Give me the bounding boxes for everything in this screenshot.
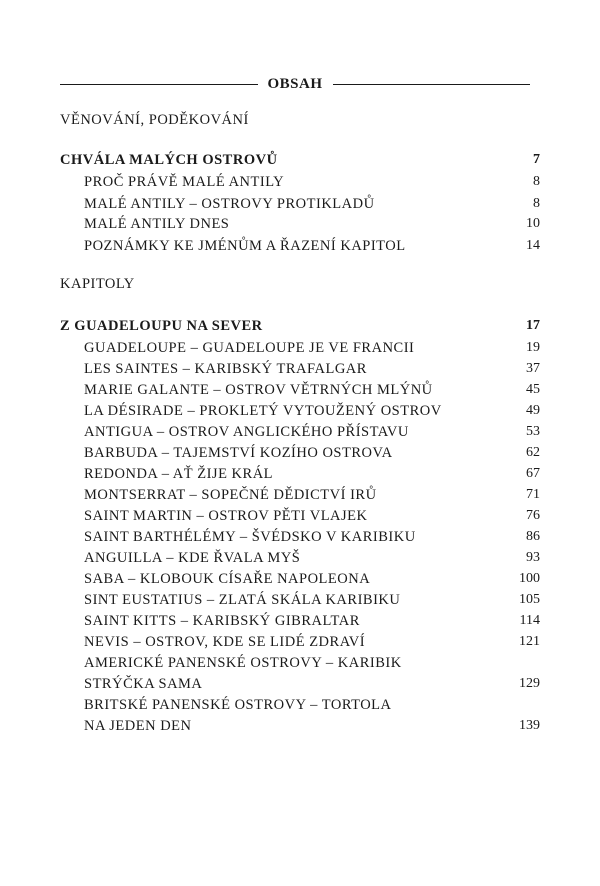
entry-title: MALÉ ANTILY – OSTROVY PROTIKLADŮ: [84, 196, 375, 212]
toc-entry: [60, 424, 540, 444]
page-number: 114: [519, 613, 540, 628]
page-number: 10: [526, 216, 540, 231]
toc-entry: [60, 592, 540, 612]
toc-entry: [60, 382, 540, 402]
page-number: 17: [526, 318, 540, 333]
toc-entry: [60, 403, 540, 423]
section-entry-part2: [60, 318, 540, 338]
page-number: 139: [519, 718, 540, 733]
entry-title: SAINT KITTS – KARIBSKÝ GIBRALTAR: [84, 613, 360, 629]
toc-entry: [60, 508, 540, 528]
toc-heading: OBSAH: [267, 75, 323, 92]
entry-title: REDONDA – AŤ ŽIJE KRÁL: [84, 466, 274, 482]
entry-title: STRÝČKA SAMA: [84, 676, 203, 692]
toc-entry: [60, 174, 540, 194]
toc-heading-row: [60, 74, 530, 94]
heading-rule-left: [60, 84, 258, 85]
section-title: CHVÁLA MALÝCH OSTROVŮ: [60, 152, 278, 168]
toc-entry: [60, 487, 540, 507]
entry-title: BRITSKÉ PANENSKÉ OSTROVY – TORTOLA: [84, 697, 392, 713]
toc-entry: [60, 718, 540, 738]
page-number: 7: [533, 152, 540, 167]
entry-title: MONTSERRAT – SOPEČNÉ DĚDICTVÍ IRŮ: [84, 487, 377, 503]
entry-title: BARBUDA – TAJEMSTVÍ KOZÍHO OSTROVA: [84, 445, 393, 461]
chapters-label: [60, 276, 540, 296]
toc-entry: [60, 216, 540, 236]
entry-title: LA DÉSIRADE – PROKLETÝ VYTOUŽENÝ OSTROV: [84, 403, 442, 419]
section-title: Z GUADELOUPU NA SEVER: [60, 318, 263, 334]
toc-entry: [60, 196, 540, 216]
page-number: 71: [526, 487, 540, 502]
entry-title: ANGUILLA – KDE ŘVALA MYŠ: [84, 550, 301, 566]
page-number: 8: [533, 174, 540, 189]
page-number: 129: [519, 676, 540, 691]
heading-rule-right: [333, 84, 531, 85]
entry-title: PROČ PRÁVĚ MALÉ ANTILY: [84, 174, 285, 190]
toc-entry: [60, 550, 540, 570]
toc-entry: [60, 466, 540, 486]
entry-title: NEVIS – OSTROV, KDE SE LIDÉ ZDRAVÍ: [84, 634, 366, 650]
entry-title: LES SAINTES – KARIBSKÝ TRAFALGAR: [84, 361, 367, 377]
page-number: 45: [526, 382, 540, 397]
toc-entry: [60, 634, 540, 654]
page-number: 8: [533, 196, 540, 211]
front-matter-entry: [60, 112, 540, 132]
toc-entry: [60, 571, 540, 591]
page-number: 121: [519, 634, 540, 649]
page-number: 105: [519, 592, 540, 607]
page-number: 49: [526, 403, 540, 418]
page-number: 93: [526, 550, 540, 565]
entry-title: SAINT MARTIN – OSTROV PĚTI VLAJEK: [84, 508, 368, 524]
section-entry-part1: [60, 152, 540, 172]
page-number: 86: [526, 529, 540, 544]
entry-title: GUADELOUPE – GUADELOUPE JE VE FRANCII: [84, 340, 415, 356]
toc-entry: [60, 529, 540, 549]
toc-entry: [60, 676, 540, 696]
page-number: 76: [526, 508, 540, 523]
entry-title: POZNÁMKY KE JMÉNŮM A ŘAZENÍ KAPITOL: [84, 238, 406, 254]
entry-title: NA JEDEN DEN: [84, 718, 192, 734]
entry-title: KAPITOLY: [60, 276, 135, 292]
entry-title: MALÉ ANTILY DNES: [84, 216, 230, 232]
toc-entry: [60, 445, 540, 465]
page-number: 19: [526, 340, 540, 355]
entry-title: SAINT BARTHÉLÉMY – ŠVÉDSKO V KARIBIKU: [84, 529, 416, 545]
toc-entry: [60, 655, 540, 675]
toc-entry: [60, 697, 540, 717]
entry-title: AMERICKÉ PANENSKÉ OSTROVY – KARIBIK: [84, 655, 402, 671]
toc-entry: [60, 361, 540, 381]
entry-title: SABA – KLOBOUK CÍSAŘE NAPOLEONA: [84, 571, 371, 587]
page-number: 53: [526, 424, 540, 439]
toc-entry: [60, 340, 540, 360]
page-number: 37: [526, 361, 540, 376]
page-number: 100: [519, 571, 540, 586]
entry-title: SINT EUSTATIUS – ZLATÁ SKÁLA KARIBIKU: [84, 592, 401, 608]
toc-entry: [60, 238, 540, 258]
page-number: 62: [526, 445, 540, 460]
entry-title: MARIE GALANTE – OSTROV VĚTRNÝCH MLÝNŮ: [84, 382, 433, 398]
entry-title: VĚNOVÁNÍ, PODĚKOVÁNÍ: [60, 112, 249, 128]
page-number: 14: [526, 238, 540, 253]
toc-entry: [60, 613, 540, 633]
entry-title: ANTIGUA – OSTROV ANGLICKÉHO PŘÍSTAVU: [84, 424, 409, 440]
page-number: 67: [526, 466, 540, 481]
